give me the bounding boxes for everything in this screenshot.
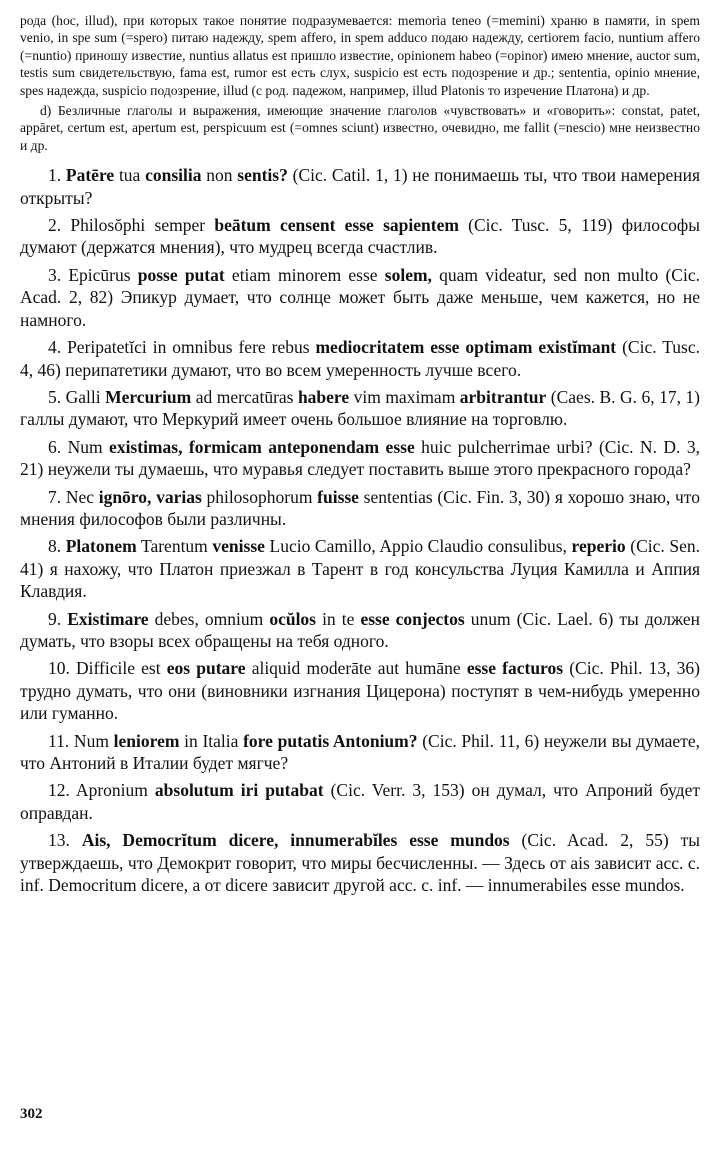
latin-key-phrase: existimas, formicam anteponendam esse	[109, 436, 415, 457]
text-run: etiam minorem esse	[224, 264, 385, 285]
text-run: tua	[114, 165, 146, 186]
latin-key-phrase: Existimare	[67, 608, 149, 629]
latin-key-phrase: solem,	[384, 264, 432, 285]
text-run: 6. Num	[48, 436, 110, 457]
note-paragraph-c: рода (hoc, illud), при которых такое понятие подразумевается: memoria teneo (=memini) храню в памяти, in spem venio, in spe sum (=spero) питаю надежду, spem affero, in spem adduco подаю надежду, certiorem facio, nuntium affero (=nuntio) приношу известие, nuntius allatus est пришло известие, opinionem habeo (=opinor) имею мнение, auctor sum, testis sum свидетельствую, fama est, rumor est есть слух, suspicio est есть подозрение и др.; sententia, opinio мнение, spes надежда, suspicio подозрение, illud (с род. падежом, например, illud Platonis то изречение Платона) и др.	[20, 13, 700, 98]
text-run: 5. Galli	[48, 386, 106, 407]
latin-key-phrase: esse conjectos	[360, 608, 465, 629]
text-run: ad mercatūras	[191, 386, 298, 407]
text-run: (Cic. Acad. 2, 55) ты утверждаешь, что Демокрит говорит, что миры бесчисленны. — Здесь от ais зависит acc. c. inf. Democritum dicere, а от dicere зависит другой acc. c. inf. — innumerabiles esse mundos.	[20, 830, 701, 896]
text-run: unum (Cic. Lael. 6) ты должен думать, что взоры всех обращены на тебя одного.	[20, 608, 701, 651]
text-run: 7. Nec	[48, 486, 99, 507]
text-run: in Italia	[179, 730, 244, 751]
latin-key-phrase: posse putat	[137, 264, 225, 285]
latin-key-phrase: ocŭlos	[269, 608, 316, 629]
text-run: Tarentum	[136, 536, 213, 557]
text-run: philosophorum	[201, 486, 318, 507]
examples-list	[20, 164, 700, 896]
latin-key-phrase: mediocritatem esse optimam existĭmant	[315, 337, 617, 358]
latin-key-phrase: venisse	[212, 536, 265, 557]
page-number: 302	[20, 1106, 43, 1122]
example-paragraph	[20, 829, 700, 896]
latin-key-phrase: arbitrantur	[459, 386, 547, 407]
latin-key-phrase: fuisse	[317, 486, 359, 507]
text-run: 4. Peripatetĭci in omnibus fere rebus	[48, 337, 316, 358]
text-run: 12. Apronium	[48, 780, 155, 801]
text-run: 13.	[48, 830, 82, 851]
latin-key-phrase: Platonem	[65, 536, 137, 557]
text-run: non	[201, 165, 238, 186]
latin-key-phrase: fore putatis Antonium?	[243, 730, 418, 751]
latin-key-phrase: habere	[297, 386, 350, 407]
note-paragraph-d: d) Безличные глаголы и выражения, имеющие значение глаголов «чувствовать» и «говорить»: constat, patet, appāret, certum est, apertum est, perspicuum est (=omnes sciunt) известно, очевидно, me fallit (=nescio) мне неизвестно и др.	[20, 103, 700, 153]
example-paragraph	[20, 214, 700, 259]
text-run: huic pulcherrimae urbi? (Cic. N. D. 3, 21) неужели ты думаешь, что муравья следует поставить выше этого прекрасного города?	[20, 436, 700, 480]
text-run: quam videatur, sed non multo (Cic. Acad. 2, 82) Эпикур думает, что солнце может быть даже меньше, чем кажется, но не намного.	[20, 264, 700, 330]
example-paragraph	[20, 264, 700, 331]
text-run: (Cic. Catil. 1, 1) не понимаешь ты, что твои намерения открыты?	[20, 165, 701, 208]
latin-key-phrase: ignōro, varias	[98, 486, 202, 507]
text-run: (Caes. B. G. 6, 17, 1) галлы думают, что Меркурий имеет очень большое влияние на торговлю.	[20, 386, 700, 430]
example-paragraph	[20, 164, 700, 209]
text-run: Lucio Camillo, Appio Claudio consulibus,	[264, 536, 572, 557]
text-run: (Cic. Verr. 3, 153) он думал, что Апроний будет оправдан.	[20, 780, 700, 823]
text-run: (Cic. Sen. 41) я нахожу, что Платон приезжал в Тарент в год консульства Луция Камилла и Аппия Клавдия.	[20, 536, 700, 602]
example-paragraph	[20, 535, 700, 602]
text-run: vim maximam	[349, 386, 460, 407]
latin-key-phrase: Patēre	[65, 165, 115, 186]
latin-key-phrase: absolutum iri putabat	[154, 780, 324, 801]
latin-key-phrase: sentis?	[237, 165, 288, 186]
example-paragraph	[20, 608, 700, 653]
text-run: sententias (Cic. Fin. 3, 30) я хорошо знаю, что мнения философов были различны.	[20, 486, 700, 529]
text-run: (Cic. Phil. 11, 6) неужели вы думаете, что Антоний в Италии будет мягче?	[20, 730, 700, 773]
top-note-block	[20, 12, 700, 154]
example-paragraph	[20, 436, 700, 481]
example-paragraph	[20, 779, 700, 824]
text-run: 10. Difficile est	[48, 658, 167, 679]
example-paragraph	[20, 386, 700, 431]
text-run: 2. Philosŏphi semper	[48, 215, 215, 236]
text-run: (Cic. Tusc. 5, 119) философы думают (держатся мнения), что мудрец всегда счастлив.	[20, 215, 700, 258]
latin-key-phrase: beātum censent esse sapientem	[214, 215, 459, 236]
text-run: (Cic. Phil. 13, 36) трудно думать, что они (виновники изгнания Цицерона) поступят в чем-нибудь умеренно или гуманно.	[20, 658, 700, 724]
text-run: aliquid moderāte aut humāne	[245, 658, 467, 679]
example-paragraph	[20, 486, 700, 531]
latin-key-phrase: consilia	[145, 165, 202, 186]
latin-key-phrase: reperio	[571, 536, 626, 557]
text-run: 1.	[48, 165, 66, 186]
text-run: debes, omnium	[148, 608, 270, 629]
latin-key-phrase: eos putare	[166, 658, 246, 679]
text-run: 8.	[48, 536, 66, 557]
example-paragraph	[20, 336, 700, 381]
text-run: in te	[316, 608, 361, 629]
text-run: (Cic. Tusc. 4, 46) перипатетики думают, что во всем умеренность лучше всего.	[20, 337, 700, 380]
latin-key-phrase: Ais, Democrĭtum dicere, innumerabĭles esse mundos	[81, 830, 510, 851]
latin-key-phrase: leniorem	[113, 730, 180, 751]
example-paragraph	[20, 657, 700, 724]
example-paragraph	[20, 730, 700, 775]
latin-key-phrase: Mercurium	[105, 386, 192, 407]
latin-key-phrase: esse facturos	[466, 658, 564, 679]
text-run: 9.	[48, 608, 68, 629]
text-run: 11. Num	[48, 730, 114, 751]
text-run: 3. Epicūrus	[48, 264, 138, 285]
